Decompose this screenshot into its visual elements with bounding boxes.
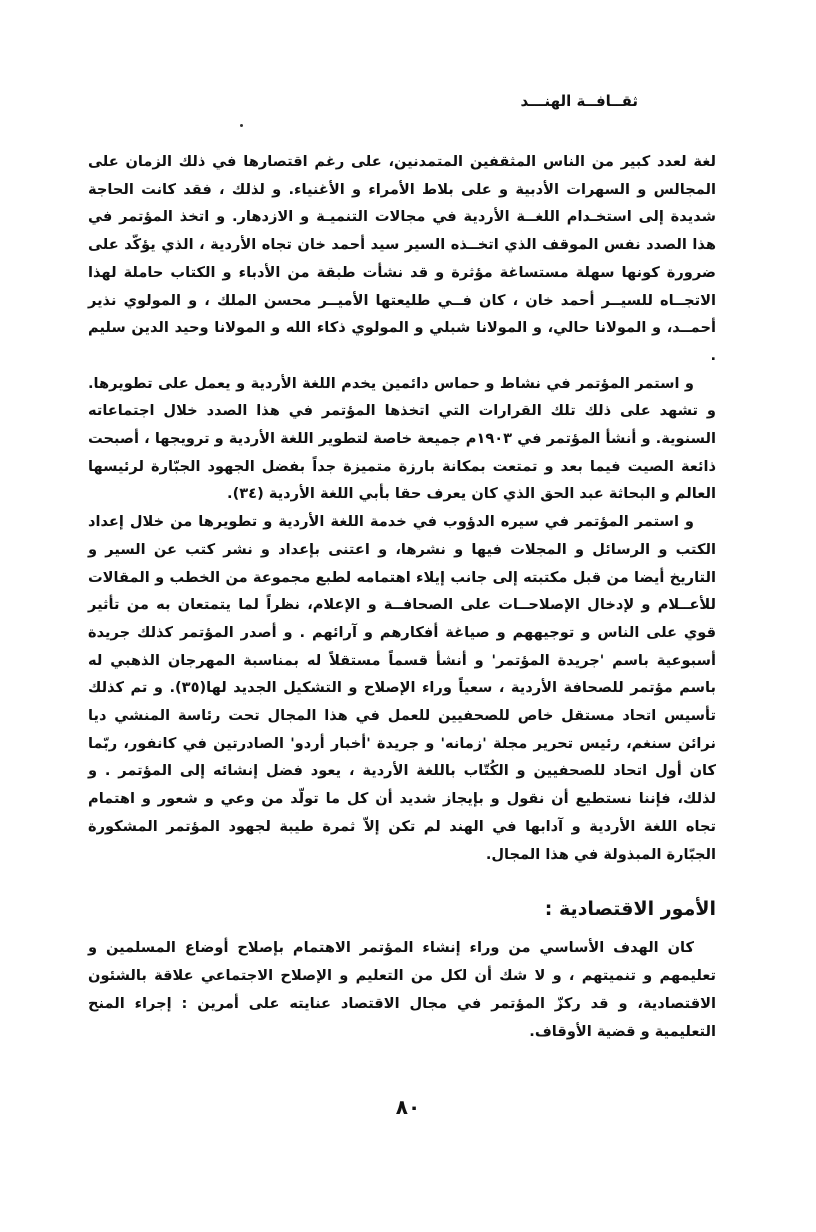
paragraph-3: و استمر المؤتمر في سيره الدؤوب في خدمة اللغة الأردية و تطويرها من خلال إعداد الكتب و الرسائل و المجلات فيها و نشرها، و اعتنى بإعداد و نشر كتب عن السير و التاريخ أيضا من قبل مكتبته إلى جانب إيلاء اهتمامه لطبع مجموعة من الخطب و المقالات للأعــلام و لإدخال الإصلاحــات على الصحافــة و الإعلام، نظراً لما يتمتعان به من تأثير قوي على الناس و توجيههم و صياغة أفكارهم و آرائهم . و أصدر المؤتمر كذلك جريدة أسبوعية باسم 'جريدة المؤتمر' و أنشأ قسماً مستقلاً له بمناسبة المهرجان الذهبي له باسم مؤتمر للصحافة الأردية ، سعياً وراء الإصلاح و التشكيل الجديد لها(٣٥). و تم كذلك تأسيس اتحاد مستقل خاص للصحفيين للعمل في هذا المجال تحت رئاسة المنشي ديا نرائن سنغم، رئيس تحرير مجلة 'زمانه' و جريدة 'أخبار أردو' الصادرتين في كانفور، ربّما كان أول اتحاد للصحفيين و الكُتّاب باللغة الأردية ، يعود فضل إنشائه إلى المؤتمر . و لذلك، فإننا نستطيع أن نقول و بإيجاز شديد أن كل ما تولّد من وعي و شعور و اهتمام تجاه اللغة الأردية و آدابها في الهند لم تكن إلاّ ثمرة طيبة لجهود المؤتمر المشكورة الجبّارة المبذولة في هذا المجال. xyxy=(88,513,716,863)
section-paragraph: كان الهدف الأساسي من وراء إنشاء المؤتمر الاهتمام بإصلاح أوضاع المسلمين و تعليمهم و تنميتهم ، و لا شك أن لكل من التعليم و الإصلاح الاجتماعي علاقة بالشئون الاقتصادية، و قد ركزّ المؤتمر في مجال الاقتصاد عنايته على أمرين : إجراء المنح التعليمية و قضية الأوقاف. xyxy=(88,939,716,1040)
page-number: ٨٠ xyxy=(395,1095,421,1119)
section-heading: الأمور الاقتصادية : xyxy=(544,898,716,920)
paragraph-2: و استمر المؤتمر في نشاط و حماس دائمين يخدم اللغة الأردية و يعمل على تطويرها. و تشهد على ذلك تلك القرارات التي اتخذها المؤتمر في هذا الصدد خلال اجتماعاته السنوية. و أنشأ المؤتمر في ١٩٠٣م جميعة خاصة لتطوير اللغة الأردية و ترويجها ، أصبحت ذائعة الصيت فيما بعد و تمتعت بمكانة بارزة متميزة جداً بفضل الجهود الجبّارة لرئيسها العالم و البحاثة عبد الحق الذي كان يعرف حقا بأبي اللغة الأردية (٣٤). xyxy=(88,374,716,503)
section-body xyxy=(88,934,716,1046)
paragraph-1: لغة لعدد كبير من الناس المثقفين المتمدنين، على رغم اقتصارها في ذلك الزمان على المجالس و السهرات الأدبية و على بلاط الأمراء و الأغنياء. و لذلك ، فقد كانت الحاجة شديدة إلى استخـدام اللغــة الأردية في مجالات التنميـة و الازدهار. و اتخذ المؤتمر في هذا الصدد نفس الموقف الذي اتخــذه السير سيد أحمد خان تجاه الأردية ، الذي يؤكّد على ضرورة كونها سهلة مستساغة مؤثرة و قد نشأت طبقة من الأدباء و الكتاب حاملة لهذا الاتجــاه للسيــر أحمد خان ، كان فــي طليعتها الأميــر محسن الملك ، و المولوي نذير أحمــد، و المولانا حالي، و المولانا شبلي و المولوي ذكاء الله و المولانا وحيد الدين سليم . xyxy=(88,153,716,364)
body-text xyxy=(88,148,716,868)
header-dot-mark xyxy=(240,124,243,127)
running-header: ثقــافــة الهنـــد xyxy=(520,92,638,110)
